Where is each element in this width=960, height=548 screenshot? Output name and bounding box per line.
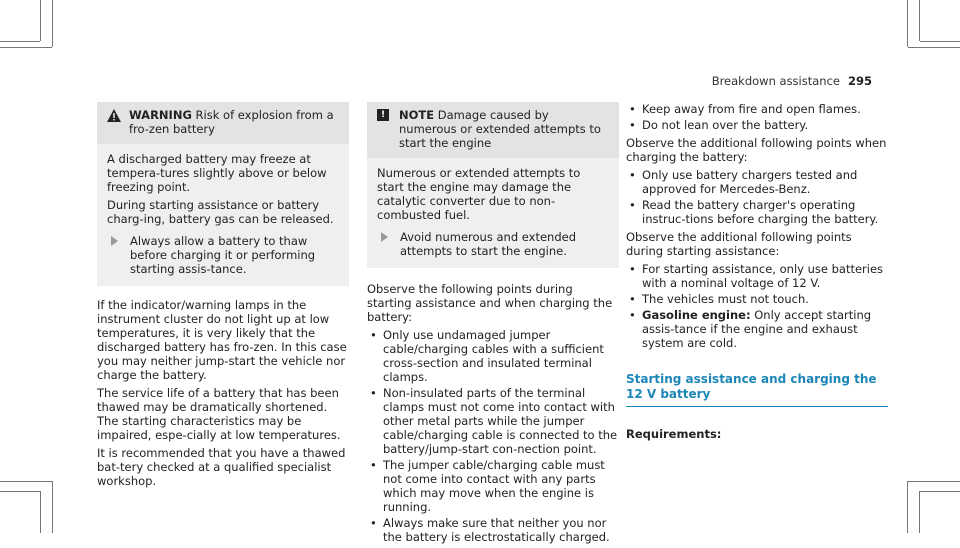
crop-mark [0,41,40,42]
crop-mark [919,491,920,533]
page-number: 295 [847,74,872,88]
list-item [626,308,888,350]
column-right [626,102,888,441]
gasoline-text: Only accept starting assis-tance if the engine and exhaust system are cold. [642,308,872,350]
crop-mark [908,481,960,482]
column-middle [367,102,619,548]
paragraph: Observe the following points during starting assistance and when charging the battery: [367,282,613,324]
warning-triangle-icon [107,109,121,122]
crop-mark [0,491,40,492]
gasoline-label: Gasoline engine: [642,308,751,322]
warning-title: WARNING [129,108,192,122]
bullet-list [626,168,888,226]
requirements-heading: Requirements: [626,427,722,441]
crop-mark [908,47,960,48]
list-item: • Always make sure that neither you nor the battery is electrostatically charged. [367,516,619,544]
paragraph: Observe the additional following points when charging the battery: [626,136,887,164]
bullet-list [626,102,888,132]
column-left [97,102,349,492]
action-arrow-icon [381,232,388,242]
list-item: • Keep away from fire and open flames. [626,102,888,116]
warning-action-text: Always allow a battery to thaw before charging it or performing starting assis-tance. [130,234,316,276]
crop-mark [920,491,960,492]
paragraph: If the indicator/warning lamps in the instrument cluster do not light up at low temperatures, it is very likely that the discharged battery has fro-zen. In this case you may neither jump-start the vehicle nor charge the battery. [97,298,347,382]
note-header [367,102,619,158]
section-heading: Starting assistance and charging the 12 V battery [626,372,888,407]
warning-paragraph: During starting assistance or battery charg-ing, battery gas can be released. [107,198,334,226]
list-item: • Do not lean over the battery. [626,118,888,132]
list-item: • Read the battery charger's operating instruc-tions before charging the battery. [626,198,888,226]
note-title-line [399,108,609,150]
crop-mark [52,481,53,533]
list-item: • For starting assistance, only use batteries with a nominal voltage of 12 V. [626,262,888,290]
body-text [367,282,619,544]
body-text [97,298,349,488]
running-header [712,74,872,88]
crop-mark [40,491,41,533]
paragraph: It is recommended that you have a thawed bat-tery checked at a qualified specialist workshop. [97,446,346,488]
crop-mark [919,0,920,41]
warning-action [107,234,339,276]
note-paragraph: Numerous or extended attempts to start the engine may damage the catalytic converter due to non-combusted fuel. [377,166,581,222]
crop-mark [0,47,52,48]
warning-header [97,102,349,144]
bullet-list [626,262,888,350]
warning-body [97,144,349,286]
list-item: • Only use undamaged jumper cable/charging cables with a sufficient cross-section and insulated terminal clamps. [367,328,619,384]
note-action-text: Avoid numerous and extended attempts to start the engine. [400,230,577,258]
crop-mark [40,0,41,41]
warning-title-line [129,108,339,136]
note-icon: ! [377,109,389,121]
action-arrow-icon [111,236,118,246]
warning-box [97,102,349,286]
section-name: Breakdown assistance [711,74,840,88]
note-body [367,158,619,268]
list-item: • The jumper cable/charging cable must not come into contact with any parts which may move when the engine is running. [367,458,619,514]
note-box [367,102,619,268]
paragraph: Observe the additional following points during starting assistance: [626,230,852,258]
paragraph: The service life of a battery that has been thawed may be dramatically shortened. The starting characteristics may be impaired, espe-cially at low temperatures. [97,386,341,442]
crop-mark [907,0,908,47]
list-item: • The vehicles must not touch. [626,292,888,306]
crop-mark [52,0,53,47]
bullet-list [367,328,619,544]
note-title-text: Damage caused by numerous or extended attempts to start the engine [399,108,601,150]
crop-mark [0,481,52,482]
list-item: • Non-insulated parts of the terminal clamps must not come into contact with other metal parts while the jumper cable/charging cable is connected to the battery/jump-start con-nection point. [367,386,619,456]
note-title: NOTE [399,108,435,122]
warning-title-text: Risk of explosion from a fro-zen battery [129,108,334,136]
warning-paragraph: A discharged battery may freeze at tempera-tures slightly above or below freezing point. [107,152,327,194]
list-item: • Only use battery chargers tested and approved for Mercedes-Benz. [626,168,888,196]
crop-mark [920,41,960,42]
crop-mark [907,481,908,533]
note-action [377,230,609,258]
